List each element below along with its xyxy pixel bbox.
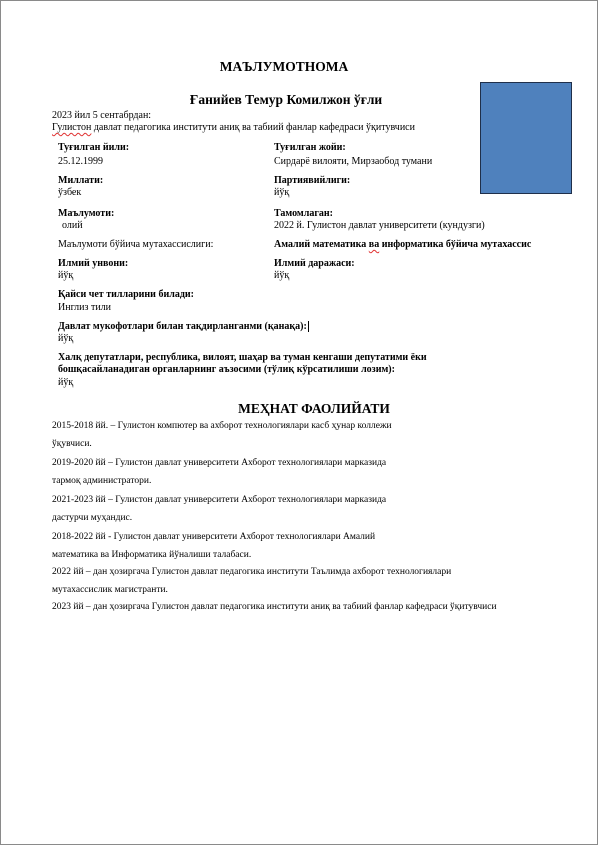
education-value: олий bbox=[62, 220, 83, 231]
spellcheck-word: Гулистон bbox=[52, 122, 92, 133]
document-title: МАЪЛУМОТНОМА bbox=[219, 59, 349, 74]
education-label: Маълумоти: bbox=[58, 208, 115, 219]
party-label: Партиявийлиги: bbox=[274, 175, 351, 186]
awards-label-text: Давлат мукофотлари билан тақдирланганми (қанақа): bbox=[58, 321, 307, 332]
specialty-value-part-a: Амалий математика bbox=[274, 239, 369, 250]
specialty-value bbox=[274, 238, 531, 251]
party-value: йўқ bbox=[274, 187, 290, 198]
languages-value: Инглиз тили bbox=[58, 302, 112, 313]
person-name: Ғанийев Темур Комилжон ўғли bbox=[189, 92, 383, 107]
awards-label bbox=[58, 320, 309, 333]
current-position bbox=[52, 121, 415, 134]
current-position-text: давлат педагогика институти аниқ ва табиий фанлар кафедраси ўқитувчиси bbox=[91, 122, 415, 133]
specialty-label: Маълумоти бўйича мутахассислиги: bbox=[58, 239, 214, 250]
text-cursor bbox=[308, 321, 309, 332]
work-entry-3-line2: дастурчи муҳандис. bbox=[52, 513, 133, 523]
work-entry-4-line1: 2018-2022 йй - Гулистон давлат университети Ахборот технологиялари Амалий bbox=[52, 532, 376, 542]
birth-year-value: 25.12.1999 bbox=[58, 156, 103, 167]
graduated-label: Тамомлаган: bbox=[274, 208, 333, 219]
work-entry-5-line2: мутахассислик магистранти. bbox=[52, 585, 168, 595]
work-history-heading: МЕҲНАТ ФАОЛИЙАТИ bbox=[238, 401, 390, 416]
birth-year-label: Туғилган йили: bbox=[58, 142, 130, 153]
languages-label: Қайси чет тилларини билади: bbox=[58, 289, 194, 300]
degree-value: йўқ bbox=[58, 270, 74, 281]
since-date: 2023 йил 5 сентабрдан: bbox=[52, 110, 152, 121]
nationality-value: ўзбек bbox=[58, 187, 82, 198]
work-entry-2-line1: 2019-2020 йй – Гулистон давлат университети Ахборот технологиялари марказида bbox=[52, 458, 387, 468]
work-entry-3-line1: 2021-2023 йй – Гулистон давлат университети Ахборот технологиялари марказида bbox=[52, 495, 387, 505]
awards-value: йўқ bbox=[58, 333, 74, 344]
birth-place-label: Туғилган жойи: bbox=[274, 142, 346, 153]
work-entry-1-line2: ўқувчиси. bbox=[52, 439, 92, 449]
work-entry-5-line1: 2022 йй – дан ҳозиргача Гулистон давлат педагогика институти Таълимда ахборот технологиялари bbox=[52, 567, 452, 577]
spellcheck-word: ва bbox=[368, 239, 380, 250]
work-entry-1-line1: 2015-2018 йй. – Гулистон компютер ва ахборот технологиялари касб ҳунар коллежи bbox=[52, 421, 392, 431]
deputy-value: йўқ bbox=[58, 377, 74, 388]
work-entry-6-line1: 2023 йй – дан ҳозиргача Гулистон давлат педагогика институти аниқ ва табиий фанлар кафедраси ўқитувчиси bbox=[52, 602, 497, 612]
nationality-label: Миллати: bbox=[58, 175, 104, 186]
photo-placeholder bbox=[480, 82, 572, 194]
rank-value: йўқ bbox=[274, 270, 290, 281]
deputy-label-line1: Халқ депутатлари, республика, вилоят, шаҳар ва туман кенгаши депутатими ёки bbox=[58, 352, 427, 363]
rank-label: Илмий даражаси: bbox=[274, 258, 355, 269]
work-entry-4-line2: математика ва Информатика йўналиши талабаси. bbox=[52, 550, 252, 560]
specialty-value-part-b: информатика бўйича мутахассис bbox=[379, 239, 532, 250]
deputy-label-line2: бошқасайланадиган органларнинг аъзосими (тўлиқ кўрсатилиши лозим): bbox=[58, 364, 395, 375]
degree-label: Илмий унвони: bbox=[58, 258, 129, 269]
graduated-value: 2022 й. Гулистон давлат университети (кундузги) bbox=[274, 220, 485, 231]
work-entry-2-line2: тармоқ администратори. bbox=[52, 476, 152, 486]
birth-place-value: Сирдарё вилояти, Мирзаобод тумани bbox=[274, 156, 433, 167]
